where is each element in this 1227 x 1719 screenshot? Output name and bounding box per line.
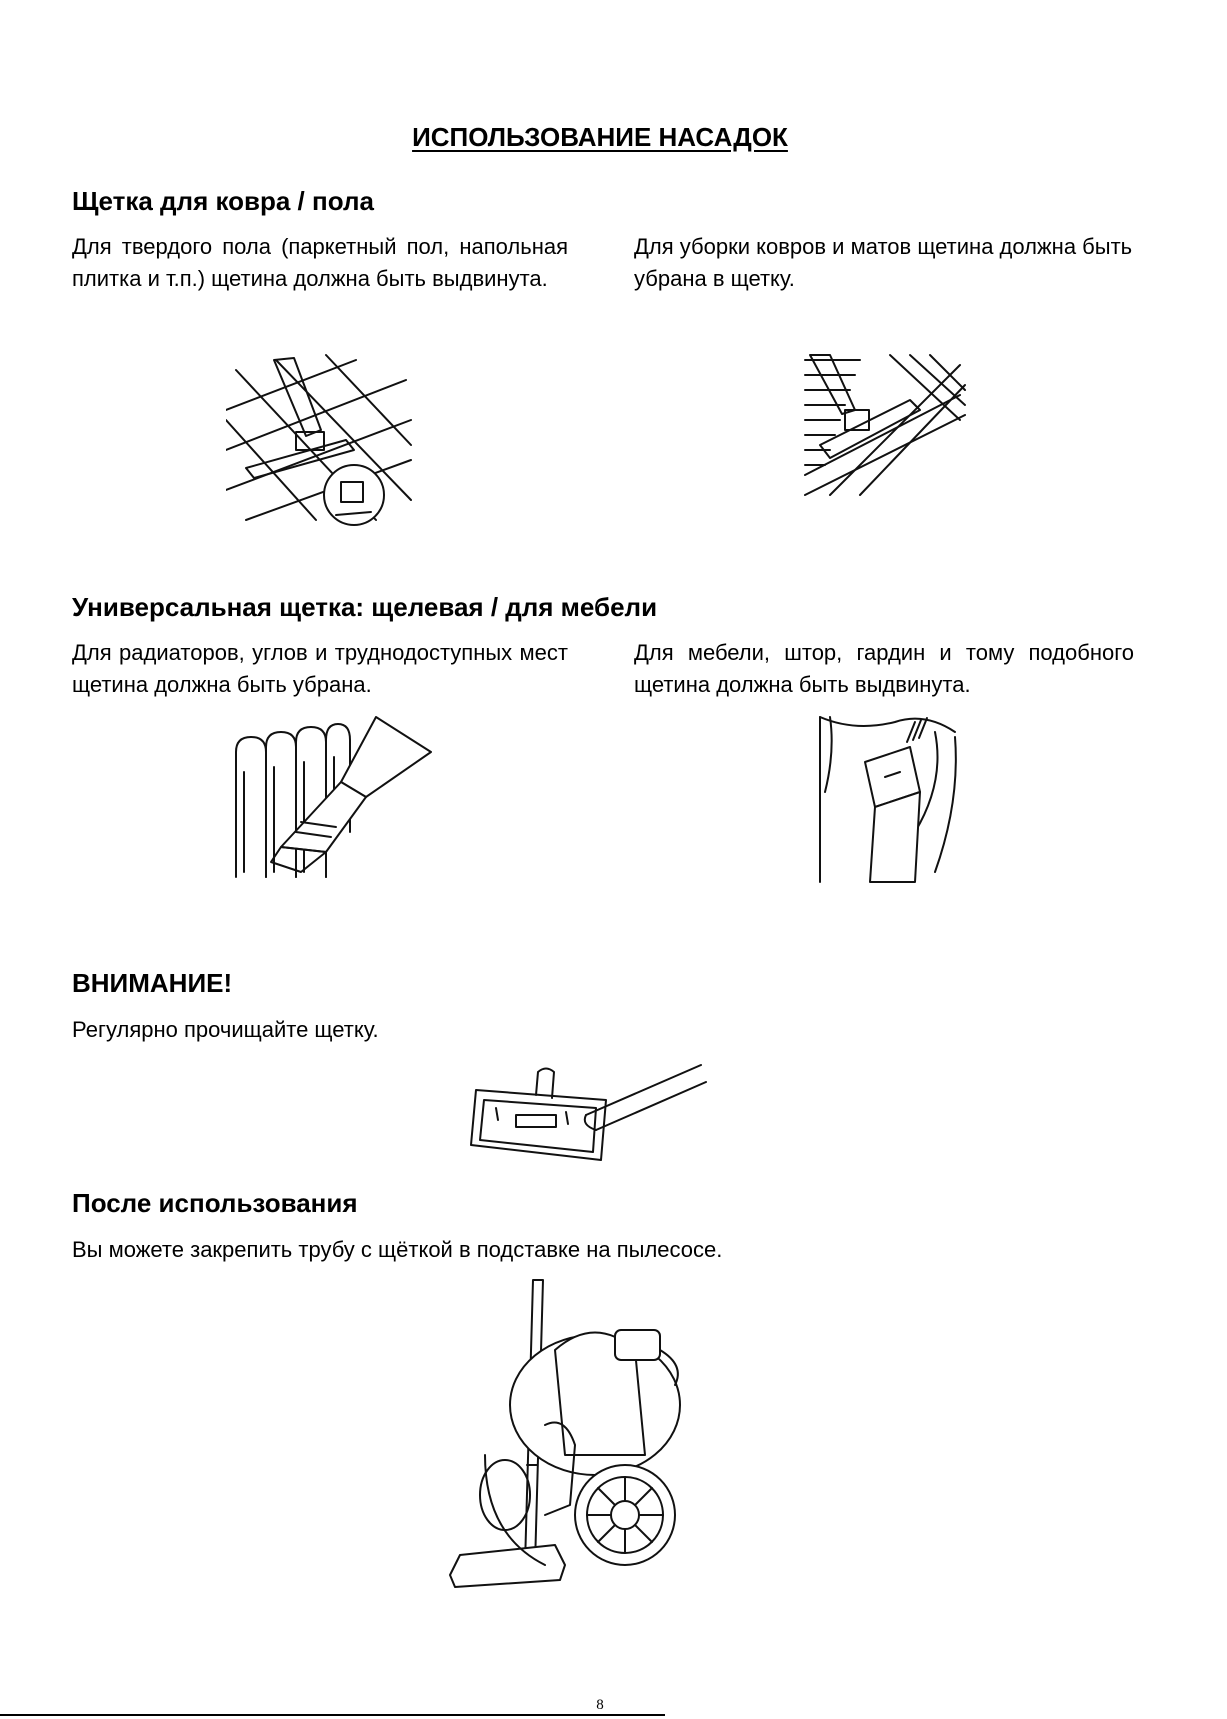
vacuum-parking-illustration (445, 1275, 725, 1595)
page-title: ИСПОЛЬЗОВАНИЕ НАСАДОК (412, 122, 788, 152)
footer-divider (0, 1714, 665, 1716)
section-heading-floor-brush: Щетка для ковра / пола (72, 186, 374, 216)
floor-brush-tile-illustration (226, 350, 416, 530)
section-heading-after-use: После использования (72, 1188, 358, 1218)
universal-brush-radiator-text: Для радиаторов, углов и труднодоступных мест щетина должна быть убрана. (72, 640, 568, 697)
page-number: 8 (596, 1697, 604, 1713)
curtain-brush-illustration (815, 712, 965, 887)
universal-brush-furniture-text: Для мебели, штор, гардин и тому подобного щетина должна быть выдвинута. (634, 640, 1134, 697)
section-heading-universal-brush: Универсальная щетка: щелевая / для мебели (72, 592, 658, 622)
after-use-text: Вы можете закрепить трубу с щёткой в подставке на пылесосе. (72, 1237, 723, 1262)
radiator-brush-illustration (226, 712, 436, 882)
floor-brush-hard-floor-text: Для твердого пола (паркетный пол, напольная плитка и т.п.) щетина должна быть выдвинута. (72, 234, 568, 291)
floor-brush-carpet-text: Для уборки ковров и матов щетина должна быть убрана в щетку. (634, 234, 1133, 291)
section-heading-attention: ВНИМАНИЕ! (72, 968, 233, 998)
brush-cleaning-illustration (466, 1060, 711, 1170)
floor-brush-carpet-illustration (800, 350, 970, 500)
attention-text: Регулярно прочищайте щетку. (72, 1017, 379, 1042)
